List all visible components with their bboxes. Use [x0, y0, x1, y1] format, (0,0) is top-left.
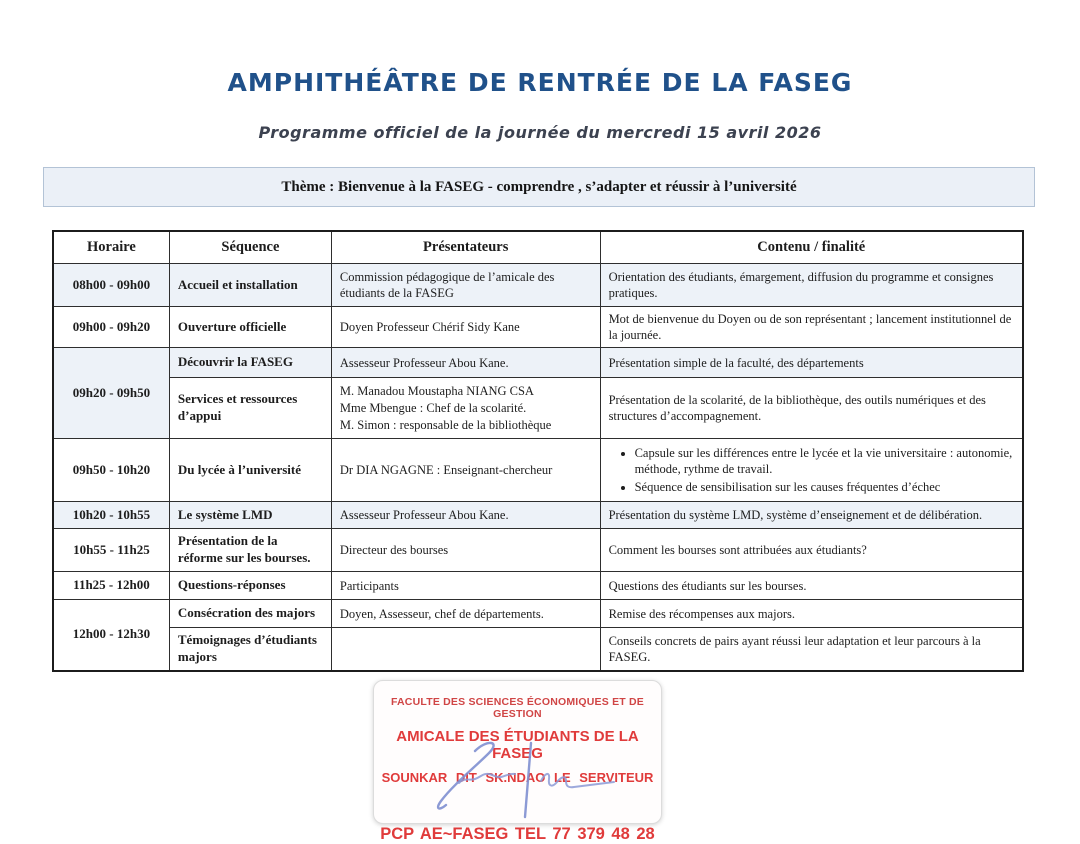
horaire-cell: 09h20 - 09h50	[53, 348, 169, 439]
presenter-line: Directeur des bourses	[339, 543, 449, 557]
presentateurs-cell	[331, 264, 600, 307]
presenter-line: Commission pédagogique de l’amicale des étudiants de la FASEG	[339, 270, 555, 300]
horaire-cell: 11h25 - 12h00	[53, 572, 169, 600]
table-body	[53, 264, 1023, 671]
contenu-cell: Présentation simple de la faculté, des départements	[600, 348, 1023, 378]
col-header-presentateurs: Présentateurs	[331, 231, 600, 264]
contenu-cell: Mot de bienvenue du Doyen ou de son représentant ; lancement institutionnel de la journée.	[600, 307, 1023, 348]
col-header-contenu: Contenu / finalité	[600, 231, 1023, 264]
bullet-item: • Séquence de sensibilisation sur les causes fréquentes d’échec	[635, 479, 1014, 495]
presentateurs-cell	[331, 600, 600, 628]
footer-contact-line: PCP AE~FASEG TEL 77 379 48 28	[380, 824, 655, 843]
presentateurs-cell	[331, 439, 600, 502]
page-subtitle: Programme officiel de la journée du mercredi 15 avril 2026	[258, 123, 822, 142]
table-row	[53, 502, 1023, 529]
sequence-cell: Présentation de la réforme sur les bourses.	[169, 529, 331, 572]
contenu-cell: Présentation de la scolarité, de la bibliothèque, des outils numériques et des structures d’accompagnement.	[600, 378, 1023, 439]
horaire-cell: 10h20 - 10h55	[53, 502, 169, 529]
theme-banner	[43, 167, 1035, 207]
table-row	[53, 600, 1023, 628]
horaire-cell: 10h55 - 11h25	[53, 529, 169, 572]
footer-name-line: SOUNKAR DIT SK.NDAO LE SERVITEUR	[381, 769, 654, 785]
horaire-cell: 12h00 - 12h30	[53, 600, 169, 671]
presentateurs-cell	[331, 348, 600, 378]
sequence-cell: Questions-réponses	[169, 572, 331, 600]
col-header-horaire: Horaire	[53, 231, 169, 264]
contenu-cell: Orientation des étudiants, émargement, diffusion du programme et consignes pratiques.	[600, 264, 1023, 307]
theme-text: Thème : Bienvenue à la FASEG - comprendre , s’adapter et réussir à l’université	[281, 178, 797, 195]
sequence-cell: Services et ressources d’appui	[169, 378, 331, 439]
presentateurs-cell	[331, 378, 600, 439]
program-table	[52, 230, 1024, 672]
page-title: AMPHITHÉÂTRE DE RENTRÉE DE LA FASEG	[227, 68, 853, 97]
table-row	[53, 378, 1023, 439]
presenter-line: Doyen Professeur Chérif Sidy Kane	[339, 320, 520, 334]
presentateurs-cell	[331, 572, 600, 600]
presenter-line: Mme Mbengue : Chef de la scolarité.	[339, 401, 527, 415]
contenu-cell	[600, 439, 1023, 502]
sequence-cell: Le système LMD	[169, 502, 331, 529]
footer-amicale-line: AMICALE DES ÉTUDIANTS DE LA FASEG	[396, 727, 639, 762]
footer-faculty-line: FACULTE DES SCIENCES ÉCONOMIQUES ET DE GESTION	[390, 695, 645, 720]
presenter-line: Doyen, Assesseur, chef de départements.	[339, 606, 544, 621]
presentateurs-cell	[331, 628, 600, 671]
sequence-cell: Accueil et installation	[169, 264, 331, 307]
sequence-cell: Ouverture officielle	[169, 307, 331, 348]
contenu-cell: Conseils concrets de pairs ayant réussi leur adaptation et leur parcours à la FASEG.	[600, 628, 1023, 671]
presenter-line: Dr DIA NGAGNE : Enseignant-chercheur	[339, 463, 553, 477]
table-row	[53, 572, 1023, 600]
presenter-line: Assesseur Professeur Abou Kane.	[339, 508, 509, 522]
bullet-item: • Capsule sur les différences entre le lycée et la vie universitaire : autonomie, méthode, rythme de travail.	[635, 445, 1014, 477]
contenu-cell: Présentation du système LMD, système d’enseignement et de délibération.	[600, 502, 1023, 529]
presenter-line: Participants	[339, 578, 399, 593]
presenter-line: M. Simon : responsable de la bibliothèque	[339, 418, 552, 432]
contenu-bullet-list	[609, 445, 1014, 495]
presentateurs-cell	[331, 307, 600, 348]
footer-card	[373, 680, 662, 843]
table-row	[53, 307, 1023, 348]
contenu-cell: Remise des récompenses aux majors.	[600, 600, 1023, 628]
presentateurs-cell	[331, 502, 600, 529]
sequence-cell: Consécration des majors	[169, 600, 331, 628]
table-row	[53, 264, 1023, 307]
contenu-cell: Questions des étudiants sur les bourses.	[600, 572, 1023, 600]
horaire-cell: 08h00 - 09h00	[53, 264, 169, 307]
col-header-sequence: Séquence	[169, 231, 331, 264]
horaire-cell: 09h50 - 10h20	[53, 439, 169, 502]
sequence-cell: Découvrir la FASEG	[169, 348, 331, 378]
table-row	[53, 529, 1023, 572]
sequence-cell: Témoignages d’étudiants majors	[169, 628, 331, 671]
table-header-row	[53, 231, 1023, 264]
sequence-cell: Du lycée à l’université	[169, 439, 331, 502]
contenu-cell: Comment les bourses sont attribuées aux étudiants?	[600, 529, 1023, 572]
table-row	[53, 439, 1023, 502]
horaire-cell: 09h00 - 09h20	[53, 307, 169, 348]
table-row	[53, 348, 1023, 378]
presenter-line: Assesseur Professeur Abou Kane.	[339, 355, 509, 370]
presenter-line: M. Manadou Moustapha NIANG CSA	[339, 384, 534, 398]
table-row	[53, 628, 1023, 671]
presentateurs-cell	[331, 529, 600, 572]
